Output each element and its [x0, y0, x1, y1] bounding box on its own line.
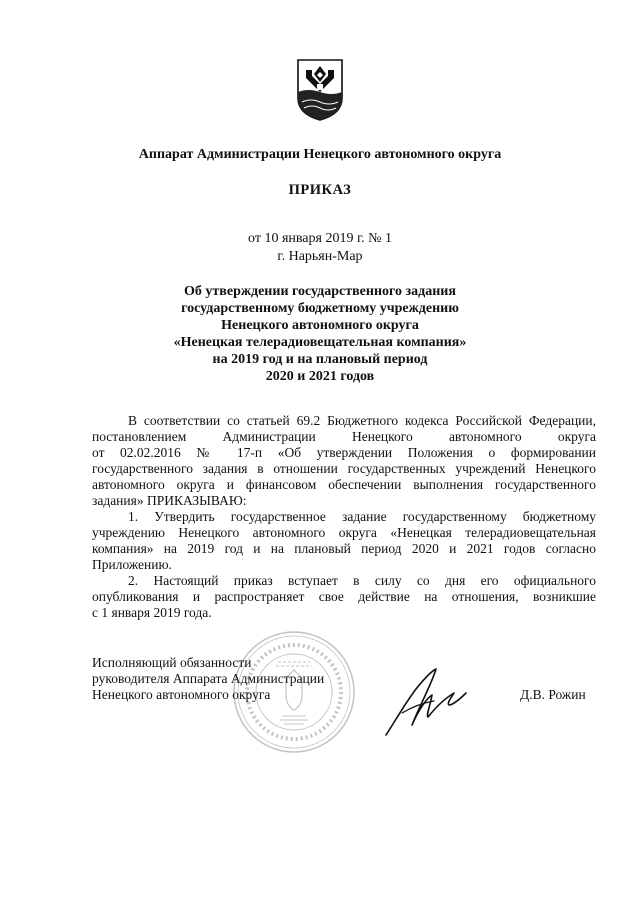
- body-line: 2. Настоящий приказ вступает в силу со дня его официального: [128, 573, 596, 588]
- body-line: автономного округа и финансовом обеспечении выполнения государственного: [92, 477, 596, 492]
- handwritten-signature: [382, 665, 468, 739]
- body-line: с 1 января 2019 года.: [92, 605, 212, 620]
- body-line: государственного задания в отношении государственных учреждений Ненецкого: [92, 461, 596, 476]
- body-line: постановлением Администрации Ненецкого автономного округа: [92, 429, 596, 444]
- title-line: Ненецкого автономного округа: [221, 318, 419, 333]
- organization-name: Аппарат Администрации Ненецкого автономного округа: [138, 147, 502, 162]
- signatory-name: Д.В. Рожин: [520, 687, 586, 702]
- body-line: 1. Утвердить государственное задание государственному бюджетному: [128, 509, 596, 524]
- title-line: «Ненецкая телерадиовещательная компания»: [173, 335, 467, 350]
- title-line: на 2019 год и на плановый период: [212, 352, 428, 367]
- body-line: от 02.02.2016 № 17-п «Об утверждении Положения о формировании: [92, 445, 596, 460]
- body-line: компания» на 2019 год и на плановый период 2020 и 2021 годов согласно: [92, 541, 596, 556]
- title-line: Об утверждении государственного задания: [184, 284, 456, 299]
- title-line: государственному бюджетному учреждению: [181, 301, 459, 316]
- body-line: В соответствии со статьей 69.2 Бюджетного кодекса Российской Федерации,: [128, 413, 596, 428]
- signatory-position-line: Ненецкого автономного округа: [92, 687, 271, 702]
- body-line: Приложению.: [92, 557, 172, 572]
- document-body: [92, 413, 596, 621]
- document-title: [80, 283, 560, 385]
- preamble-paragraph: [92, 413, 596, 509]
- signatory-position-line: руководителя Аппарата Администрации: [92, 671, 325, 686]
- body-line: задания» ПРИКАЗЫВАЮ:: [92, 493, 247, 508]
- body-line: опубликования и распространяет свое действие на отношения, возникшие: [92, 589, 596, 604]
- document-place: г. Нарьян-Мар: [277, 249, 363, 264]
- title-line: 2020 и 2021 годов: [265, 369, 375, 384]
- item-1-paragraph: [92, 509, 596, 573]
- document-type: ПРИКАЗ: [288, 182, 352, 198]
- coat-of-arms-icon: [296, 58, 344, 122]
- body-line: учреждению Ненецкого автономного округа «Ненецкая телерадиовещательная: [92, 525, 596, 540]
- item-2-paragraph: [92, 573, 596, 621]
- signatory-position: [92, 655, 324, 703]
- signatory-position-line: Исполняющий обязанности: [92, 655, 252, 670]
- document-date-number: от 10 января 2019 г. № 1: [248, 231, 392, 246]
